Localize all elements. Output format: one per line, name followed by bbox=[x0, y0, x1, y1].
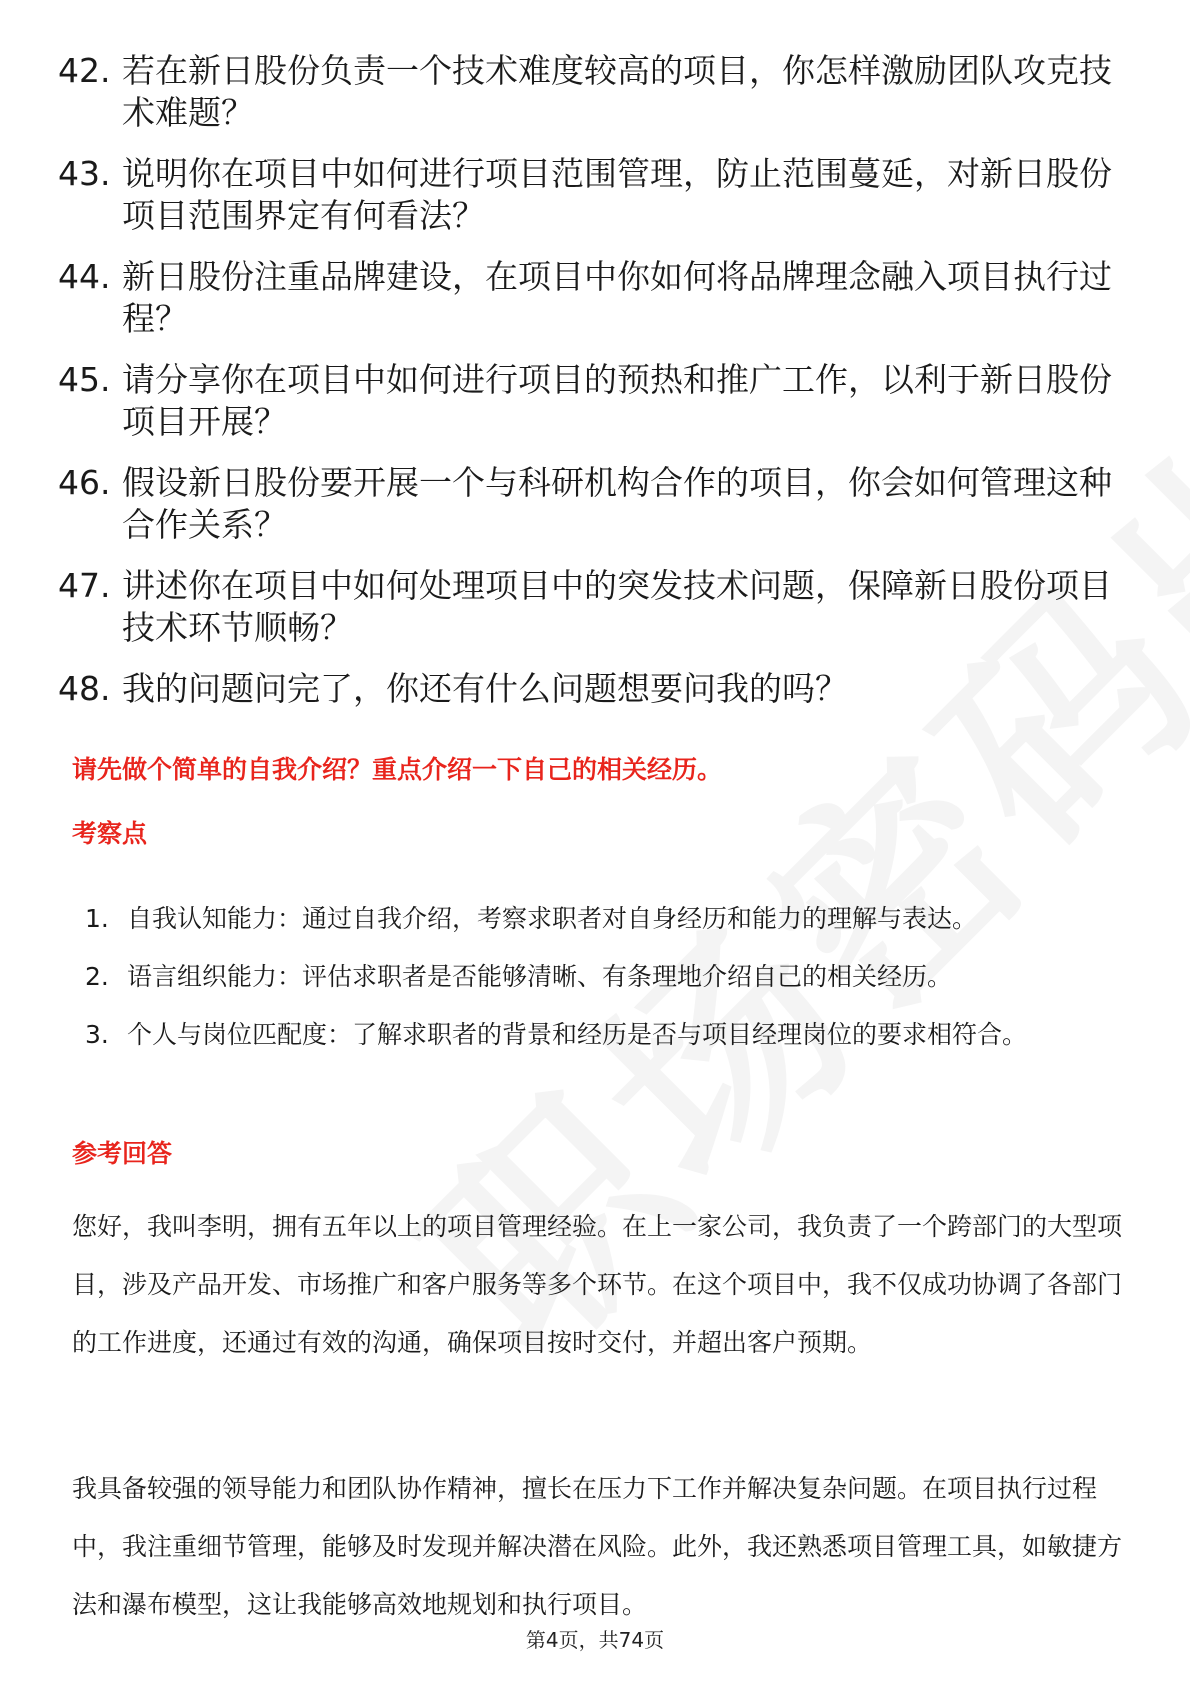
question-item-42 bbox=[58, 50, 1118, 134]
question-item-43 bbox=[58, 153, 1118, 237]
question-number: 47. bbox=[58, 566, 111, 605]
point-item bbox=[85, 948, 1125, 1006]
point-text: 个人与岗位匹配度：了解求职者的背景和经历是否与项目经理岗位的要求相符合。 bbox=[127, 1020, 1028, 1049]
point-item bbox=[85, 890, 1125, 948]
point-number: 2. bbox=[85, 962, 109, 991]
question-text: 说明你在项目中如何进行项目范围管理，防止范围蔓延，对新日股份项目范围界定有何看法？ bbox=[122, 154, 1112, 235]
question-text: 我的问题问完了，你还有什么问题想要问我的吗？ bbox=[122, 669, 848, 708]
points-label: 考察点 bbox=[72, 819, 148, 848]
question-number: 42. bbox=[58, 51, 111, 90]
page-number: 第4页，共74页 bbox=[525, 1628, 665, 1652]
answer-paragraph-2: 我具备较强的领导能力和团队协作精神，擅长在压力下工作并解决复杂问题。在项目执行过程中，我注重细节管理，能够及时发现并解决潜在风险。此外，我还熟悉项目管理工具，如敏捷方法和瀑布模型，这让我能够高效地规划和执行项目。 bbox=[72, 1474, 1123, 1619]
question-list bbox=[58, 50, 1118, 729]
question-number: 48. bbox=[58, 669, 111, 708]
question-item-48 bbox=[58, 668, 1118, 710]
interview-question-heading: 请先做个简单的自我介绍？重点介绍一下自己的相关经历。 bbox=[72, 755, 723, 784]
point-number: 3. bbox=[85, 1020, 109, 1049]
question-text: 新日股份注重品牌建设，在项目中你如何将品牌理念融入项目执行过程？ bbox=[122, 257, 1112, 338]
answer-label: 参考回答 bbox=[72, 1139, 173, 1168]
question-number: 43. bbox=[58, 154, 111, 193]
question-text: 讲述你在项目中如何处理项目中的突发技术问题，保障新日股份项目技术环节顺畅？ bbox=[122, 566, 1112, 647]
question-item-44 bbox=[58, 256, 1118, 340]
question-text: 请分享你在项目中如何进行项目的预热和推广工作，以利于新日股份项目开展？ bbox=[122, 360, 1112, 441]
question-text: 若在新日股份负责一个技术难度较高的项目，你怎样激励团队攻克技术难题？ bbox=[122, 51, 1112, 132]
point-text: 自我认知能力：通过自我介绍，考察求职者对自身经历和能力的理解与表达。 bbox=[127, 904, 978, 933]
question-number: 45. bbox=[58, 360, 111, 399]
point-text: 语言组织能力：评估求职者是否能够清晰、有条理地介绍自己的相关经历。 bbox=[127, 962, 953, 991]
point-number: 1. bbox=[85, 904, 109, 933]
point-item bbox=[85, 1006, 1125, 1064]
question-text: 假设新日股份要开展一个与科研机构合作的项目，你会如何管理这种合作关系？ bbox=[122, 463, 1112, 544]
question-item-47 bbox=[58, 565, 1118, 649]
answer-paragraph-1: 您好，我叫李明，拥有五年以上的项目管理经验。在上一家公司，我负责了一个跨部门的大型项目，涉及产品开发、市场推广和客户服务等多个环节。在这个项目中，我不仅成功协调了各部门的工作进度，还通过有效的沟通，确保项目按时交付，并超出客户预期。 bbox=[72, 1212, 1123, 1357]
question-item-46 bbox=[58, 462, 1118, 546]
question-number: 46. bbox=[58, 463, 111, 502]
question-number: 44. bbox=[58, 257, 111, 296]
points-list bbox=[85, 890, 1125, 1064]
question-item-45 bbox=[58, 359, 1118, 443]
